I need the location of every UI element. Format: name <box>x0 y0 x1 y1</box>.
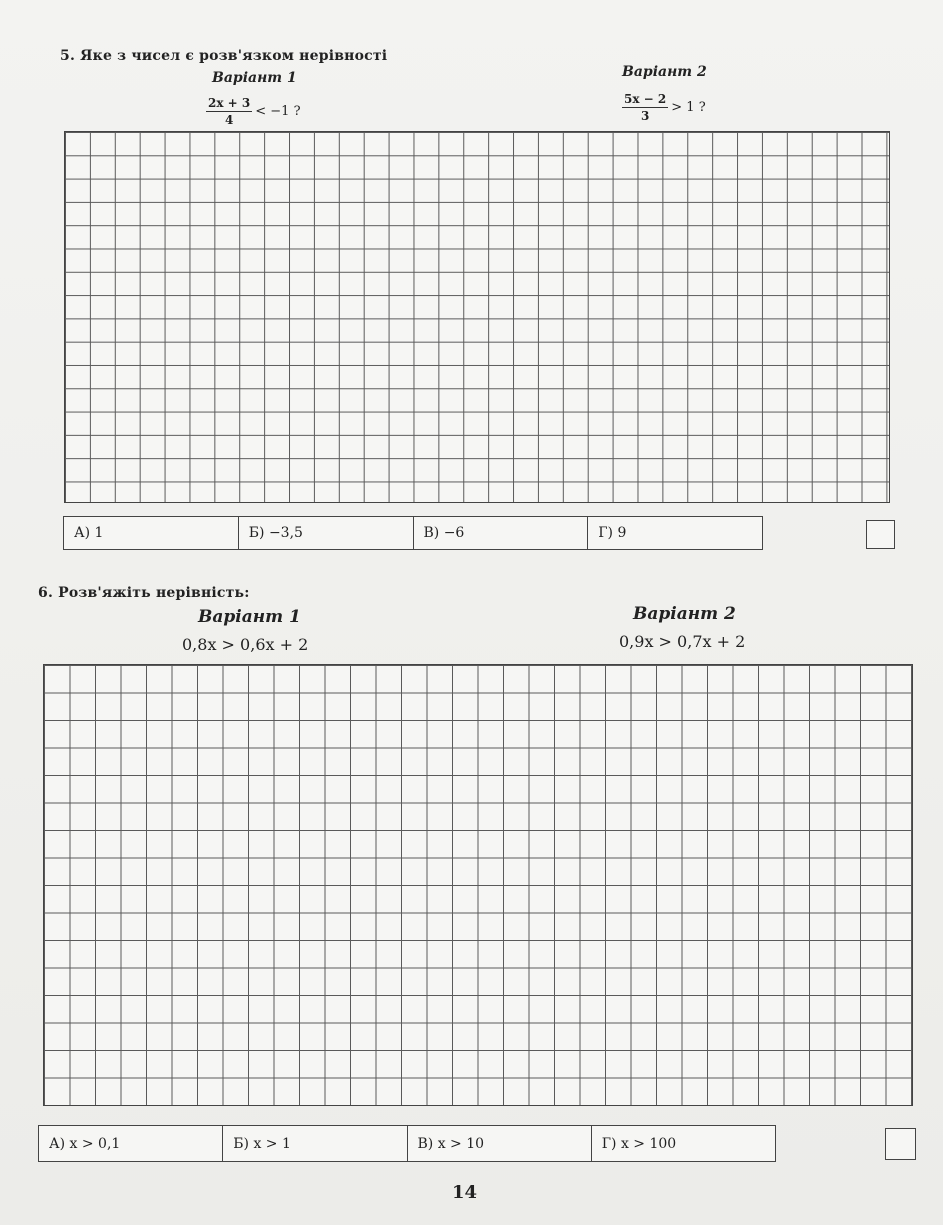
q5-answer-box[interactable] <box>866 520 895 549</box>
q6-option-d-letter: Г) <box>601 1135 617 1152</box>
q5-answer-options <box>63 516 763 550</box>
q5-option-b-letter: Б) <box>248 525 265 541</box>
q5-option-c-letter: В) <box>423 525 440 541</box>
q5-v2-relation: > 1 ? <box>671 100 706 115</box>
question-5-title: 5. Яке з чисел є розв'язком нерівності <box>60 48 388 64</box>
q6-variant-1-label: Варіант 1 <box>198 607 301 627</box>
q5-option-c-value: −6 <box>443 525 465 541</box>
q5-option-d-value: 9 <box>617 525 627 541</box>
q6-option-b-letter: Б) <box>233 1135 249 1152</box>
q6-option-a-value: x > 0,1 <box>69 1135 121 1152</box>
q6-option-a[interactable] <box>39 1126 223 1161</box>
q5-v2-numerator: 5x − 2 <box>624 92 667 106</box>
question-6-title: 6. Розв'яжіть нерівність: <box>38 585 250 601</box>
q5-variant-1-label: Варіант 1 <box>212 70 297 86</box>
q5-option-d-letter: Г) <box>598 525 613 541</box>
q5-v1-fraction <box>206 96 252 127</box>
q5-option-b[interactable] <box>239 517 414 549</box>
q5-v2-denominator: 3 <box>640 109 650 123</box>
q5-option-a-value: 1 <box>94 525 104 541</box>
q5-option-b-value: −3,5 <box>268 525 303 541</box>
q6-variant-1-inequality: 0,8x > 0,6x + 2 <box>182 635 309 654</box>
q6-option-d[interactable] <box>592 1126 775 1161</box>
q5-variant-2-label: Варіант 2 <box>622 64 707 80</box>
q5-option-c[interactable] <box>414 517 589 549</box>
q5-work-grid[interactable] <box>64 131 890 503</box>
q6-option-c[interactable] <box>408 1126 592 1161</box>
q6-option-b-value: x > 1 <box>253 1135 291 1152</box>
q6-option-d-value: x > 100 <box>620 1135 677 1152</box>
q6-variant-2-label: Варіант 2 <box>633 604 736 624</box>
q6-option-a-letter: А) <box>49 1135 66 1152</box>
q6-option-b[interactable] <box>223 1126 407 1161</box>
q6-answer-box[interactable] <box>885 1128 916 1160</box>
q5-option-a-letter: А) <box>74 525 91 541</box>
q5-v1-denominator: 4 <box>224 113 234 127</box>
q5-variant-1-inequality <box>206 96 301 127</box>
q5-v2-fraction <box>622 92 668 123</box>
q5-variant-2-inequality <box>622 92 706 123</box>
q6-option-c-letter: В) <box>417 1135 434 1152</box>
q5-v1-relation: < −1 ? <box>255 104 301 119</box>
q6-variant-2-inequality: 0,9x > 0,7x + 2 <box>619 632 746 651</box>
q6-option-c-value: x > 10 <box>437 1135 485 1152</box>
q6-work-grid[interactable] <box>43 664 913 1106</box>
q5-v1-numerator: 2x + 3 <box>208 96 251 110</box>
q6-answer-options <box>38 1125 776 1162</box>
page-number: 14 <box>452 1182 478 1203</box>
q5-option-d[interactable] <box>588 517 762 549</box>
q5-option-a[interactable] <box>64 517 239 549</box>
